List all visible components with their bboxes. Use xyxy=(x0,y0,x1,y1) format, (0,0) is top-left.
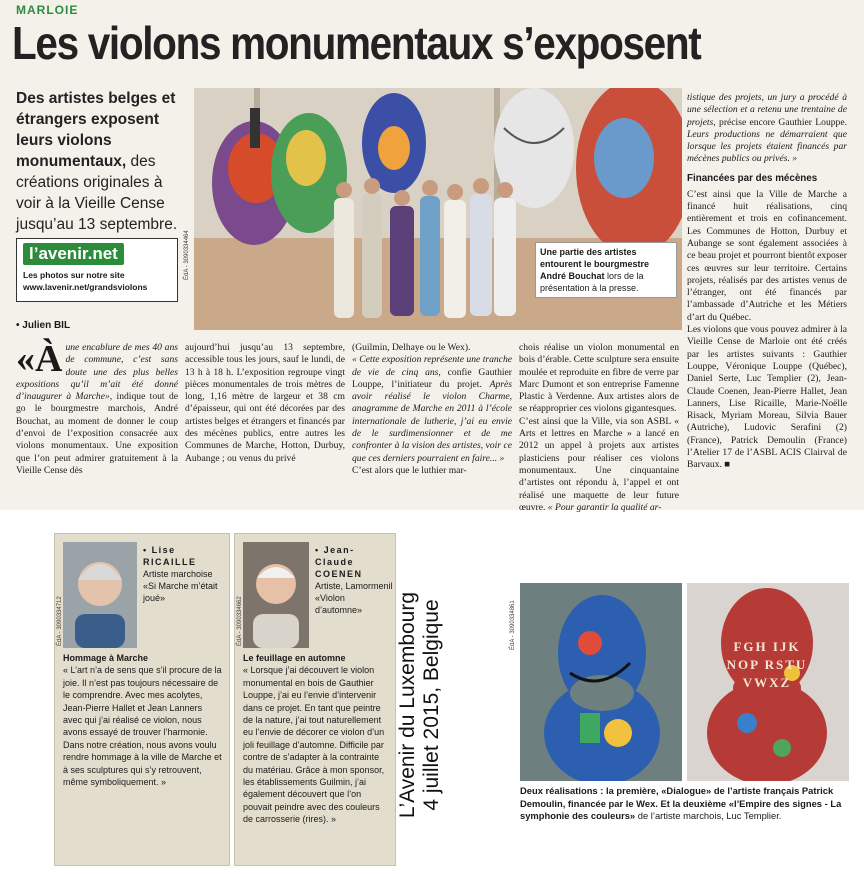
photo-dialogue xyxy=(520,583,682,781)
caption2-bold: Deux réalisations : la première, «Dialogue» de l’artiste français Patrick Demoulin, financée par le Wex. Et la deuxième «l’Empire des signes - La symphonie des couleurs» xyxy=(520,785,842,822)
col5-italic-2: Leurs productions ne démarraient que lorsque les projets étaient financés par mécènes publics ou privés. » xyxy=(687,128,847,165)
quote-text: « L’art n’a de sens que s’il procure de la joie. Il n’est pas toujours nécessaire de le comprendre. Avec mes acolytes, Jean-Pierre Hallet et Jean Lanners avec qui j’ai réalisé ce violon, nous avons essayé de trouver l’harmonie. Dans notre création, nous avons voulu rendre hommage à la ville de Marche et à ses sculptures qui s’y retrouvent, même symboliquement. » xyxy=(63,665,222,788)
col3-text-a: (Guilmin, Delhaye ou le Wex). xyxy=(352,342,471,353)
source-line-1: L’Avenir du Luxembourg xyxy=(396,591,419,819)
column-3 xyxy=(352,342,512,477)
dropcap: «À xyxy=(16,338,63,380)
column-5 xyxy=(687,92,847,472)
column-4 xyxy=(519,342,679,514)
portrait-ricaille xyxy=(63,542,137,648)
artist-first-name: • Jean- xyxy=(315,545,355,555)
artist-first-name: • Lise xyxy=(143,545,176,555)
col1-italic: une encablure de mes 40 ans de commune, c’est sans doute une des plus belles expositions qu’il m’ait été donné d’inaugurer à Marche», xyxy=(16,342,178,403)
artist-role: Artiste, Lamormenil xyxy=(315,581,393,591)
lead-paragraph xyxy=(16,88,186,235)
main-photo-caption xyxy=(535,242,677,298)
col5-text-b: C’est ainsi que la Ville de Marche a financé huit réalisations, cinq entièrement et trois en cofinancement. Les Communes de Hotton, Durbuy et Aubange se sont également associées à ce beau projet et pourront bientôt exposer ces œuvres sur leur territoire. Certains projets, réalisés par des artistes venus de l’étranger, ont été financés par l’ambassade d’Autriche et les Métiers d’art du Québec. xyxy=(687,188,847,323)
source-line-2: 4 juillet 2015, Belgique xyxy=(420,599,443,811)
photo-credit: ÉdA - 3090334464 xyxy=(184,230,190,280)
artist-last-name: RICAILLE xyxy=(143,557,197,567)
source-note xyxy=(396,555,444,855)
violin-sculpture-3 xyxy=(362,93,426,193)
box1-credit: ÉdA - 3090334712 xyxy=(57,596,63,646)
photo-empire-des-signes xyxy=(687,583,849,781)
violin-dialogue-image xyxy=(520,583,682,781)
artist-role: Artiste marchoise xyxy=(143,569,213,579)
artist-info xyxy=(315,544,393,616)
lead-bold: Des artistes belges et étrangers exposent leurs violons monumentaux, xyxy=(16,90,176,170)
website-promo[interactable] xyxy=(16,238,178,302)
subheading: Financées par des mécènes xyxy=(687,172,818,184)
artist-last-name: COENEN xyxy=(315,569,363,579)
promo-text: Les photos sur notre site xyxy=(23,270,125,280)
artist-quote xyxy=(63,652,223,788)
col3-italic-1: « Cette exposition représente une tranche de vie de cinq ans, xyxy=(352,354,512,378)
col3-text-c: C’est alors que le luthier mar- xyxy=(352,464,467,476)
headline: Les violons monumentaux s’exposent xyxy=(12,17,701,69)
quote-title: Le feuillage en automne xyxy=(243,653,346,663)
portrait-coenen xyxy=(243,542,309,648)
artist-work: «Violon d’automne» xyxy=(315,593,363,615)
portrait-image xyxy=(243,542,309,648)
quote-text: « Lorsque j’ai découvert le violon monumental en bois de Gauthier Louppe, j’ai eu l’envie d’intervenir dans ce projet. En tant que peintre de la nature, j’ai tout naturellement eu l’envie de décorer ce violon d’un joli feuillage d’automne. Difficile par contre de s’adapter à la contrainte du matériau. Grâce à mon sponsor, les établissements Guilmin, j’ai également découvert que l’on pouvait peindre avec des couleurs de carrosserie (rires). » xyxy=(243,665,385,825)
lead-rest: des créations originales à voir à la Vieille Cense jusqu’au 13 septembre. xyxy=(16,153,178,233)
kicker: MARLOIE xyxy=(16,3,79,17)
portrait-image xyxy=(63,542,137,648)
col3-text-b: confie Gauthier Louppe, l’initiateur du projet. xyxy=(352,366,512,390)
artist-work: «Si Marche m’était joué» xyxy=(143,581,218,603)
quote-title: Hommage à Marche xyxy=(63,653,149,663)
box2-credit: ÉdA - 3090334662 xyxy=(237,596,243,646)
violin-lettering: FGH IJK NOP RSTU VWXZ xyxy=(726,639,808,690)
bottom-photos-caption xyxy=(520,785,850,823)
col5-italic: tistique des projets, un jury a procédé à une sélection et a retenu une trentaine de projets, xyxy=(687,92,847,128)
col5-text-c: Les violons que vous pouvez admirer à la Vieille Cense de Marloie ont été créés par les artistes suivants : Gauthier Louppe, Véronique Louppe (Québec), Daniel Serte, Luc Templier (2), Jean-Claude Coenen, Jean-Pierre Hallet, Jean Lanners, Lise Ricaille, Marie-Noëlle Risack, Myriam Moreau, Silvia Bauer (Autriche), Ludovic Serafini (2) (France), Patrick Demoulin (France) l’Atelier 17 de l’ASBL ACIS Clairval de Barvaux. ■ xyxy=(687,324,847,471)
lavenir-logo: l’avenir.net xyxy=(23,243,124,265)
byline: • Julien BIL xyxy=(16,320,71,331)
artist-first-name-2: Claude xyxy=(315,557,355,567)
col4-text-a: chois réalise un violon monumental en bois d’érable. Cette sculpture sera ensuite moulée et reproduite en fibre de verre par Marc Dumont et son entreprise Famenne Plastic à Verdenne. Aux artistes alors de se réapproprier ces violons gigantesques. xyxy=(519,342,679,415)
col5-text-a: précise encore Gauthier Louppe. xyxy=(719,116,847,128)
artist-box-ricaille xyxy=(54,533,230,866)
caption-bold: Une partie des artistes entourent le bourgmestre André Bouchat xyxy=(540,247,650,281)
caption-rest: lors de la présentation à la presse. xyxy=(540,271,644,293)
col4-italic: « Pour garantir la qualité ar- xyxy=(547,501,662,513)
artist-box-coenen xyxy=(234,533,396,866)
column-1 xyxy=(16,338,179,477)
col3-italic-2: Après avoir réalisé le violon Charme, anagramme de Marche en 2011 à l’école internationale de lutherie, j’ai eu envie de le surdimensionner et de me confronter à la vision des artistes, voir ce que ces derniers pourraient en faire... » xyxy=(352,378,512,464)
column-2 xyxy=(185,342,345,465)
col4-text-b: C’est ainsi que la Ville, via son ASBL « Arts et lettres en Marche » a lancé en 2012 un appel à projets aux artistes plasticiens pour réaliser ces violons monumentaux. Une cinquantaine d’artistes ont répondu à, l’appel et ont réalisé une maquette de leur future œuvre. xyxy=(519,415,679,513)
promo-url[interactable]: www.lavenir.net/grandsviolons xyxy=(23,282,148,292)
col2-text: aujourd’hui jusqu’au 13 septembre, accessible tous les jours, sauf le lundi, de 13 h à 18 h. L’exposition regroupe vingt pièces monumentales de trois mètres de long, 1,16 mètre de largeur et 38 cm d’épaisseur, qui ont été décorées par des artistes belges et étrangers et financés par des mécènes publics, entre autres les Communes de Marche, Hotton, Durbuy, Aubange ; ou venus du privé xyxy=(185,342,345,464)
caption2-rest: de l’artiste marchois, Luc Templier. xyxy=(637,810,782,822)
photo2-credit: ÉdA - 3090334861 xyxy=(510,600,516,650)
col1-text: indique tout de go le bourgmestre marchois, André Bouchat, au moment de donner le coup d’envoi de l’exposition consacrée aux violons monumentaux. Une exposition que l’on peut admirer gratuitement à la Vieille Cense dès xyxy=(16,391,179,476)
artist-quote xyxy=(243,652,391,826)
artist-info xyxy=(143,544,227,604)
